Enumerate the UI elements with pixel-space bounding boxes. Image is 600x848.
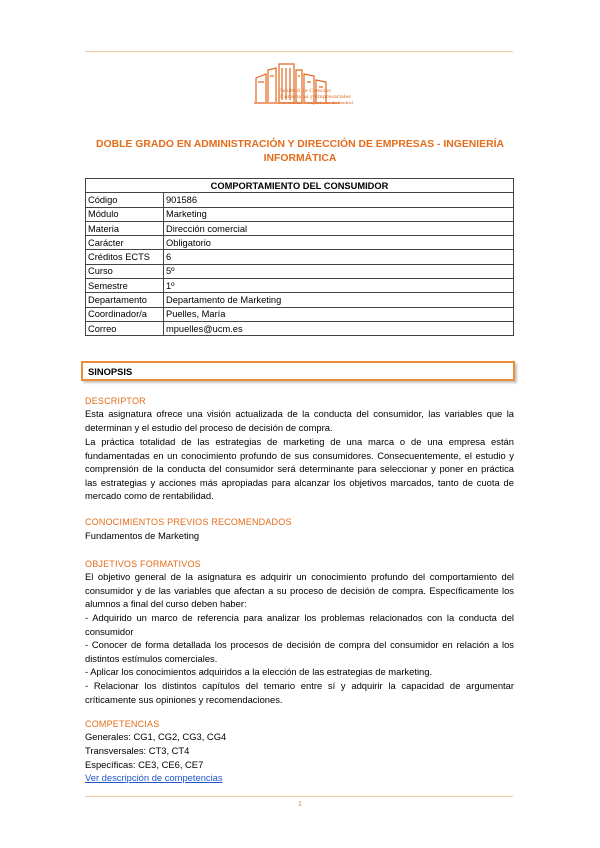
row-value: Departamento de Marketing xyxy=(164,293,514,307)
row-value: mpuelles@ucm.es xyxy=(164,321,514,335)
table-row xyxy=(86,221,514,235)
page-number: 1 xyxy=(298,801,302,808)
table-row xyxy=(86,250,514,264)
table-row xyxy=(86,193,514,207)
course-info-table xyxy=(85,178,514,336)
table-row xyxy=(86,279,514,293)
row-label: Módulo xyxy=(86,207,164,221)
logo-line-3: Universidad Complutense de Madrid xyxy=(278,100,353,105)
sinopsis-label: SINOPSIS xyxy=(88,366,133,377)
table-row xyxy=(86,293,514,307)
objetivos-intro: El objetivo general de la asignatura es adquirir un conocimiento profundo del comportamiento del consumidor y de las variables que afectan a su proceso de decisión de compra. Específicamente los alumnos a final del curso deben haber: xyxy=(85,571,514,610)
page-title xyxy=(85,138,515,166)
descriptor-paragraph-2: La práctica totalidad de las estrategias de marketing de una marca o de una empresa están fundamentadas en un conocimiento profundo de sus consumidores. Consecuentemente, el estudio y comprensión de la conducta del consumidor será determinante para seleccionar y poner en práctica las estrategias y acciones más apropiadas para alcanzar los objetivos marcados, tanto de cuota de mercado como de rentabilidad. xyxy=(85,436,514,502)
logo-text xyxy=(278,88,353,106)
competencias-link[interactable]: Ver descripción de competencias xyxy=(85,772,223,783)
row-value: 5º xyxy=(164,264,514,278)
table-row xyxy=(86,307,514,321)
row-label: Semestre xyxy=(86,279,164,293)
conocimientos-text: Fundamentos de Marketing xyxy=(85,530,200,541)
competencias-heading: COMPETENCIAS xyxy=(85,719,160,729)
logo-line-2: Económicas y Empresariales xyxy=(278,94,351,100)
descriptor-paragraph-1: Esta asignatura ofrece una visión actualizada de la conducta del consumidor, las variables que la determinan y el estudio del proceso de decisión de compra. xyxy=(85,408,514,433)
objetivos-item-1: - Adquirido un marco de referencia para analizar los problemas relacionados con la conducta del consumidor xyxy=(85,612,514,637)
top-rule xyxy=(85,51,513,52)
competencias-transversales: Transversales: CT3, CT4 xyxy=(85,745,190,756)
row-label: Créditos ECTS xyxy=(86,250,164,264)
row-label: Coordinador/a xyxy=(86,307,164,321)
row-value: Obligatorio xyxy=(164,236,514,250)
row-value: Marketing xyxy=(164,207,514,221)
descriptor-heading: DESCRIPTOR xyxy=(85,396,146,406)
conocimientos-heading: CONOCIMIENTOS PREVIOS RECOMENDADOS xyxy=(85,517,292,527)
row-value: 901586 xyxy=(164,193,514,207)
row-label: Código xyxy=(86,193,164,207)
faculty-logo xyxy=(254,62,353,112)
objetivos-item-4: - Relacionar los distintos capítulos del temario entre sí y adquirir la capacidad de argumentar críticamente sus opiniones y recomendaciones. xyxy=(85,680,514,705)
row-label: Carácter xyxy=(86,236,164,250)
row-value: 1º xyxy=(164,279,514,293)
logo-line-1: Facultad de Ciencias xyxy=(278,88,331,94)
table-row xyxy=(86,207,514,221)
bottom-rule xyxy=(85,796,513,797)
objetivos-heading: OBJETIVOS FORMATIVOS xyxy=(85,559,201,569)
competencias-generales: Generales: CG1, CG2, CG3, CG4 xyxy=(85,731,227,742)
row-label: Departamento xyxy=(86,293,164,307)
row-value: Puelles, María xyxy=(164,307,514,321)
title-line-2: INFORMÁTICA xyxy=(263,153,337,164)
row-label: Correo xyxy=(86,321,164,335)
objetivos-item-3: - Aplicar los conocimientos adquiridos a la elección de las estrategias de marketing. xyxy=(85,666,433,677)
table-row xyxy=(86,321,514,335)
row-label: Materia xyxy=(86,221,164,235)
table-row xyxy=(86,236,514,250)
sinopsis-box xyxy=(81,361,515,381)
title-line-1: DOBLE GRADO EN ADMINISTRACIÓN Y DIRECCIÓN DE EMPRESAS - INGENIERÍA xyxy=(96,139,504,150)
row-value: 6 xyxy=(164,250,514,264)
competencias-especificas: Específicas: CE3, CE6, CE7 xyxy=(85,759,204,770)
table-heading: COMPORTAMIENTO DEL CONSUMIDOR xyxy=(86,179,514,193)
table-header-row xyxy=(86,179,514,193)
row-value: Dirección comercial xyxy=(164,221,514,235)
objetivos-item-2: - Conocer de forma detallada los procesos de decisión de compra del consumidor en relación a los distintos estímulos comerciales. xyxy=(85,639,514,664)
table-row xyxy=(86,264,514,278)
row-label: Curso xyxy=(86,264,164,278)
